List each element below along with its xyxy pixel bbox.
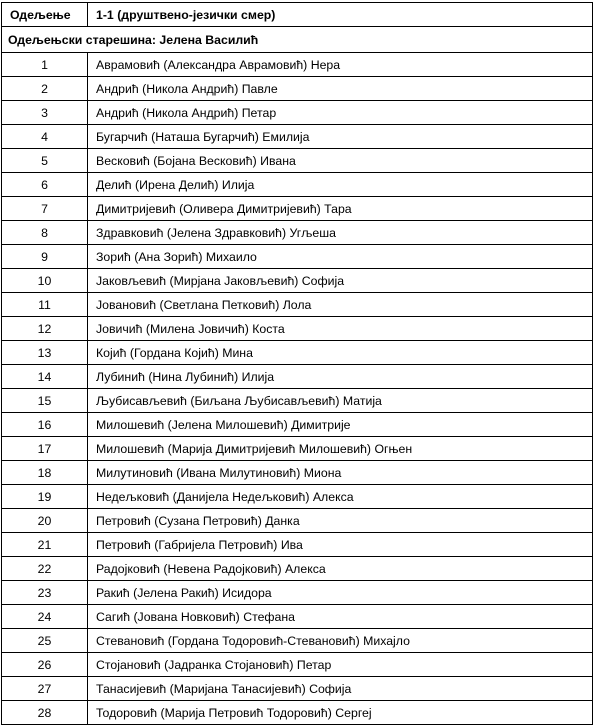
student-row — [2, 269, 593, 293]
student-row — [2, 221, 593, 245]
student-name: Здравковић (Јелена Здравковић) Угљеша — [88, 221, 593, 245]
homeroom-teacher: Одељењски старешина: Јелена Василић — [2, 27, 593, 53]
student-row — [2, 605, 593, 629]
student-name: Којић (Гордана Којић) Мина — [88, 341, 593, 365]
student-number: 22 — [2, 557, 88, 581]
student-number: 15 — [2, 389, 88, 413]
student-name: Милошевић (Јелена Милошевић) Димитрије — [88, 413, 593, 437]
student-row — [2, 581, 593, 605]
student-number: 21 — [2, 533, 88, 557]
student-number: 17 — [2, 437, 88, 461]
student-row — [2, 365, 593, 389]
student-number: 25 — [2, 629, 88, 653]
student-name: Зорић (Ана Зорић) Михаило — [88, 245, 593, 269]
student-row — [2, 413, 593, 437]
student-number: 10 — [2, 269, 88, 293]
student-number: 8 — [2, 221, 88, 245]
student-name: Танасијевић (Маријана Танасијевић) Софија — [88, 677, 593, 701]
student-name: Јовичић (Милена Јовичић) Коста — [88, 317, 593, 341]
student-name: Бугарчић (Наташа Бугарчић) Емилија — [88, 125, 593, 149]
student-name: Тодоровић (Марија Петровић Тодоровић) Сергеј — [88, 701, 593, 725]
class-label: Одељење — [2, 3, 88, 27]
student-number: 24 — [2, 605, 88, 629]
student-row — [2, 701, 593, 725]
student-row — [2, 245, 593, 269]
student-name: Стевановић (Гордана Тодоровић-Стевановић) Михајло — [88, 629, 593, 653]
student-row — [2, 437, 593, 461]
student-number: 7 — [2, 197, 88, 221]
student-row — [2, 461, 593, 485]
teacher-row — [2, 27, 593, 53]
student-name: Петровић (Сузана Петровић) Данка — [88, 509, 593, 533]
student-row — [2, 629, 593, 653]
student-number: 27 — [2, 677, 88, 701]
student-number: 11 — [2, 293, 88, 317]
student-name: Лубинић (Нина Лубинић) Илија — [88, 365, 593, 389]
student-row — [2, 533, 593, 557]
student-row — [2, 557, 593, 581]
student-name: Стојановић (Јадранка Стојановић) Петар — [88, 653, 593, 677]
student-number: 14 — [2, 365, 88, 389]
student-row — [2, 293, 593, 317]
student-row — [2, 677, 593, 701]
student-row — [2, 53, 593, 77]
student-row — [2, 173, 593, 197]
student-number: 26 — [2, 653, 88, 677]
student-name: Јовановић (Светлана Петковић) Лола — [88, 293, 593, 317]
student-row — [2, 101, 593, 125]
student-number: 3 — [2, 101, 88, 125]
student-row — [2, 149, 593, 173]
student-name: Андрић (Никола Андрић) Петар — [88, 101, 593, 125]
student-number: 5 — [2, 149, 88, 173]
student-row — [2, 317, 593, 341]
student-number: 28 — [2, 701, 88, 725]
student-name: Јаковљевић (Мирјана Јаковљевић) Софија — [88, 269, 593, 293]
student-name: Весковић (Бојана Весковић) Ивана — [88, 149, 593, 173]
student-row — [2, 485, 593, 509]
student-name: Димитријевић (Оливера Димитријевић) Тара — [88, 197, 593, 221]
student-row — [2, 389, 593, 413]
student-number: 1 — [2, 53, 88, 77]
roster-body — [2, 3, 593, 725]
student-name: Аврамовић (Александра Аврамовић) Нера — [88, 53, 593, 77]
student-row — [2, 125, 593, 149]
student-name: Делић (Ирена Делић) Илија — [88, 173, 593, 197]
student-number: 2 — [2, 77, 88, 101]
student-number: 16 — [2, 413, 88, 437]
student-number: 20 — [2, 509, 88, 533]
student-name: Радојковић (Невена Радојковић) Алекса — [88, 557, 593, 581]
student-number: 4 — [2, 125, 88, 149]
class-value: 1-1 (друштвено-језички смер) — [88, 3, 593, 27]
class-roster-table — [1, 2, 593, 725]
student-name: Недељковић (Данијела Недељковић) Алекса — [88, 485, 593, 509]
student-name: Петровић (Габријела Петровић) Ива — [88, 533, 593, 557]
student-number: 18 — [2, 461, 88, 485]
student-name: Љубисављевић (Биљана Љубисављевић) Матија — [88, 389, 593, 413]
student-name: Сагић (Јована Новковић) Стефана — [88, 605, 593, 629]
student-row — [2, 197, 593, 221]
student-name: Ракић (Јелена Ракић) Исидора — [88, 581, 593, 605]
student-name: Милошевић (Марија Димитријевић Милошевић) Огњен — [88, 437, 593, 461]
student-number: 19 — [2, 485, 88, 509]
student-number: 12 — [2, 317, 88, 341]
student-row — [2, 341, 593, 365]
student-row — [2, 509, 593, 533]
student-number: 13 — [2, 341, 88, 365]
student-number: 9 — [2, 245, 88, 269]
student-row — [2, 77, 593, 101]
student-row — [2, 653, 593, 677]
student-number: 6 — [2, 173, 88, 197]
student-name: Андрић (Никола Андрић) Павле — [88, 77, 593, 101]
student-name: Милутиновић (Ивана Милутиновић) Миона — [88, 461, 593, 485]
student-number: 23 — [2, 581, 88, 605]
class-header-row — [2, 3, 593, 27]
